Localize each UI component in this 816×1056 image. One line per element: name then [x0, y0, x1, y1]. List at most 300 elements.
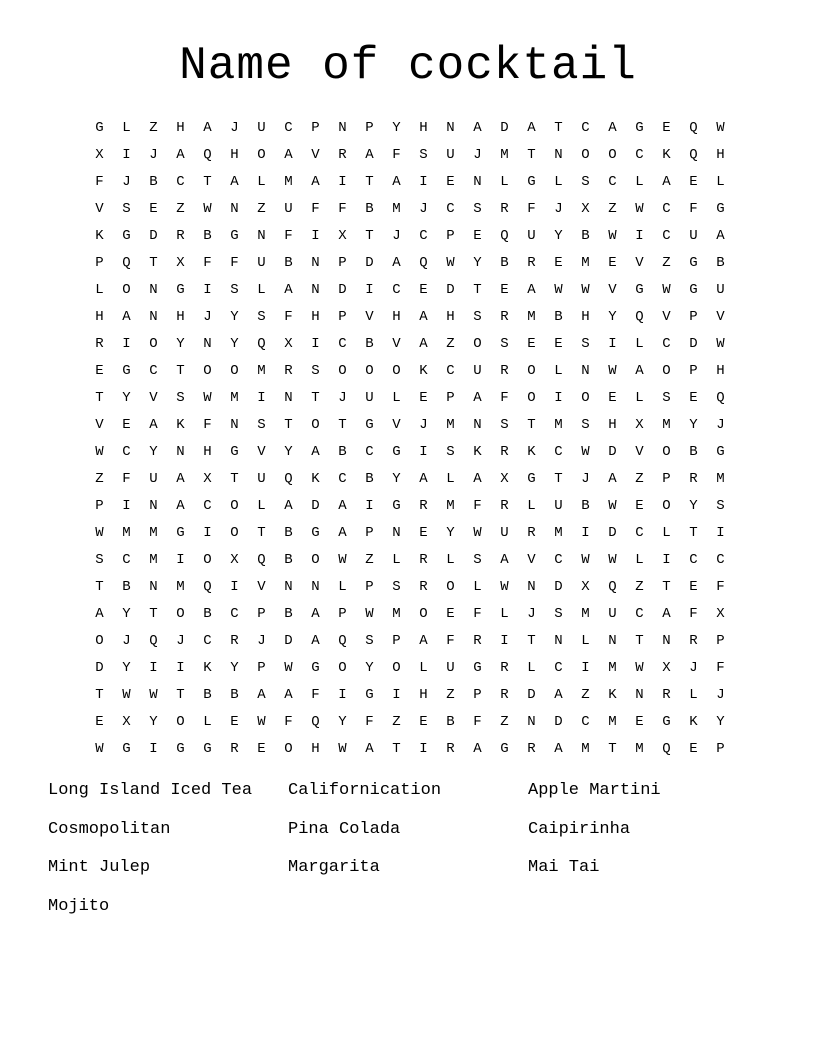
grid-letter: U	[446, 660, 455, 676]
word-list-item: Mint Julep	[48, 858, 151, 877]
grid-letter: T	[608, 741, 617, 757]
grid-letter: P	[716, 633, 725, 649]
grid-letter: M	[176, 579, 185, 595]
grid-letter: I	[608, 336, 617, 352]
grid-letter: L	[203, 714, 212, 730]
grid-letter: R	[419, 579, 428, 595]
grid-letter: G	[500, 741, 509, 757]
grid-letter: L	[662, 525, 671, 541]
grid-letter: F	[338, 201, 347, 217]
grid-row	[86, 547, 734, 574]
grid-letter: M	[527, 309, 536, 325]
grid-letter: C	[392, 282, 401, 298]
grid-letter: W	[500, 579, 509, 595]
grid-letter: P	[311, 120, 320, 136]
grid-letter: S	[392, 579, 401, 595]
grid-letter: X	[635, 417, 644, 433]
grid-letter: N	[446, 120, 455, 136]
grid-letter: C	[581, 120, 590, 136]
grid-letter: Q	[203, 579, 212, 595]
grid-row	[86, 493, 734, 520]
grid-letter: O	[527, 363, 536, 379]
grid-letter: E	[446, 174, 455, 190]
grid-letter: F	[473, 714, 482, 730]
grid-letter: Z	[392, 714, 401, 730]
grid-letter: I	[365, 282, 374, 298]
grid-letter: A	[473, 741, 482, 757]
grid-letter: P	[257, 606, 266, 622]
grid-letter: U	[446, 147, 455, 163]
grid-letter: R	[419, 498, 428, 514]
grid-row	[86, 385, 734, 412]
grid-letter: B	[284, 552, 293, 568]
grid-letter: X	[581, 579, 590, 595]
grid-letter: C	[662, 336, 671, 352]
grid-letter: O	[338, 363, 347, 379]
grid-letter: F	[527, 201, 536, 217]
grid-letter: R	[446, 741, 455, 757]
grid-letter: C	[554, 444, 563, 460]
grid-letter: N	[203, 336, 212, 352]
grid-letter: G	[122, 363, 131, 379]
grid-letter: R	[338, 147, 347, 163]
grid-letter: O	[365, 363, 374, 379]
grid-letter: A	[554, 687, 563, 703]
grid-letter: E	[689, 390, 698, 406]
grid-letter: E	[257, 741, 266, 757]
grid-letter: V	[392, 336, 401, 352]
grid-letter: R	[419, 552, 428, 568]
grid-letter: Q	[635, 309, 644, 325]
grid-row	[86, 277, 734, 304]
grid-letter: Y	[365, 660, 374, 676]
grid-letter: F	[473, 606, 482, 622]
grid-letter: P	[365, 120, 374, 136]
grid-letter: S	[176, 390, 185, 406]
grid-letter: A	[203, 120, 212, 136]
grid-letter: A	[95, 606, 104, 622]
word-list-item: Pina Colada	[288, 819, 401, 839]
grid-letter: G	[122, 228, 131, 244]
grid-letter: B	[689, 444, 698, 460]
grid-letter: O	[122, 282, 131, 298]
grid-letter: J	[581, 471, 590, 487]
grid-letter: F	[284, 228, 293, 244]
grid-letter: O	[419, 606, 428, 622]
grid-letter: E	[608, 255, 617, 271]
grid-letter: F	[500, 390, 509, 406]
grid-letter: T	[554, 471, 563, 487]
grid-row	[86, 169, 734, 196]
grid-letter: B	[446, 714, 455, 730]
grid-letter: C	[554, 660, 563, 676]
grid-letter: A	[392, 255, 401, 271]
grid-letter: R	[527, 255, 536, 271]
grid-letter: H	[311, 309, 320, 325]
grid-letter: N	[554, 633, 563, 649]
grid-letter: E	[446, 606, 455, 622]
grid-letter: D	[311, 498, 320, 514]
grid-letter: J	[257, 633, 266, 649]
grid-letter: C	[203, 633, 212, 649]
grid-letter: B	[284, 525, 293, 541]
grid-letter: T	[149, 606, 158, 622]
grid-letter: N	[230, 201, 239, 217]
grid-letter: O	[338, 660, 347, 676]
grid-letter: M	[392, 606, 401, 622]
grid-letter: W	[95, 525, 104, 541]
grid-letter: R	[689, 633, 698, 649]
grid-letter: I	[716, 525, 725, 541]
grid-letter: T	[527, 417, 536, 433]
grid-letter: G	[230, 228, 239, 244]
grid-letter: P	[338, 255, 347, 271]
grid-letter: F	[689, 606, 698, 622]
grid-letter: A	[662, 174, 671, 190]
grid-letter: A	[419, 309, 428, 325]
grid-letter: I	[122, 498, 131, 514]
grid-letter: E	[554, 255, 563, 271]
grid-letter: I	[338, 687, 347, 703]
grid-letter: P	[392, 633, 401, 649]
grid-letter: T	[554, 120, 563, 136]
grid-letter: T	[95, 390, 104, 406]
grid-letter: F	[446, 633, 455, 649]
grid-letter: L	[338, 579, 347, 595]
grid-letter: Y	[689, 417, 698, 433]
grid-letter: U	[284, 201, 293, 217]
grid-letter: G	[311, 525, 320, 541]
grid-letter: Z	[581, 687, 590, 703]
grid-letter: I	[419, 741, 428, 757]
grid-letter: F	[473, 498, 482, 514]
grid-letter: I	[392, 687, 401, 703]
grid-letter: N	[149, 282, 158, 298]
grid-letter: L	[527, 498, 536, 514]
grid-letter: W	[338, 741, 347, 757]
grid-letter: R	[230, 741, 239, 757]
grid-letter: P	[257, 660, 266, 676]
grid-letter: G	[176, 741, 185, 757]
grid-letter: K	[176, 417, 185, 433]
grid-letter: H	[716, 363, 725, 379]
grid-letter: T	[284, 417, 293, 433]
grid-letter: N	[230, 417, 239, 433]
grid-letter: M	[581, 741, 590, 757]
grid-letter: B	[365, 471, 374, 487]
grid-letter: A	[176, 498, 185, 514]
grid-letter: C	[203, 498, 212, 514]
grid-letter: C	[689, 552, 698, 568]
grid-letter: L	[257, 174, 266, 190]
grid-letter: X	[284, 336, 293, 352]
grid-letter: Y	[608, 309, 617, 325]
grid-letter: I	[419, 444, 428, 460]
grid-letter: A	[419, 633, 428, 649]
grid-letter: W	[635, 660, 644, 676]
grid-letter: A	[419, 471, 428, 487]
grid-letter: R	[500, 201, 509, 217]
grid-letter: R	[230, 633, 239, 649]
grid-letter: B	[365, 201, 374, 217]
grid-letter: S	[446, 444, 455, 460]
grid-row	[86, 601, 734, 628]
grid-letter: I	[581, 525, 590, 541]
grid-letter: A	[284, 147, 293, 163]
grid-letter: Q	[257, 336, 266, 352]
grid-letter: E	[419, 282, 428, 298]
grid-letter: R	[500, 498, 509, 514]
grid-letter: A	[311, 174, 320, 190]
grid-letter: U	[527, 228, 536, 244]
grid-letter: D	[554, 714, 563, 730]
grid-letter: S	[473, 201, 482, 217]
grid-letter: R	[473, 633, 482, 649]
grid-letter: N	[527, 714, 536, 730]
grid-letter: I	[122, 336, 131, 352]
grid-letter: R	[500, 444, 509, 460]
grid-letter: O	[176, 714, 185, 730]
grid-letter: J	[554, 201, 563, 217]
grid-letter: N	[635, 687, 644, 703]
grid-letter: E	[500, 282, 509, 298]
grid-letter: C	[446, 363, 455, 379]
grid-letter: M	[149, 525, 158, 541]
grid-letter: Y	[230, 660, 239, 676]
grid-letter: Z	[635, 579, 644, 595]
grid-letter: Z	[446, 336, 455, 352]
grid-letter: T	[527, 633, 536, 649]
grid-letter: C	[446, 201, 455, 217]
grid-letter: O	[284, 741, 293, 757]
grid-row	[86, 736, 734, 763]
grid-letter: N	[311, 255, 320, 271]
grid-letter: W	[95, 444, 104, 460]
grid-letter: W	[716, 336, 725, 352]
grid-letter: U	[608, 606, 617, 622]
grid-letter: Z	[149, 120, 158, 136]
grid-letter: D	[365, 255, 374, 271]
grid-letter: E	[635, 498, 644, 514]
grid-letter: B	[716, 255, 725, 271]
grid-letter: O	[662, 363, 671, 379]
grid-letter: J	[419, 201, 428, 217]
grid-letter: J	[716, 417, 725, 433]
grid-row	[86, 628, 734, 655]
grid-letter: T	[176, 363, 185, 379]
grid-letter: E	[419, 525, 428, 541]
grid-letter: F	[122, 471, 131, 487]
grid-letter: L	[554, 174, 563, 190]
word-list	[48, 778, 768, 932]
grid-letter: N	[527, 579, 536, 595]
grid-letter: N	[554, 147, 563, 163]
grid-letter: Z	[608, 201, 617, 217]
grid-letter: G	[365, 417, 374, 433]
grid-letter: C	[122, 552, 131, 568]
grid-row	[86, 439, 734, 466]
grid-letter: M	[635, 741, 644, 757]
word-list-item: Mojito	[48, 896, 110, 916]
grid-letter: X	[338, 228, 347, 244]
grid-letter: F	[284, 714, 293, 730]
grid-letter: Z	[662, 255, 671, 271]
grid-letter: Q	[419, 255, 428, 271]
grid-letter: S	[473, 309, 482, 325]
grid-letter: K	[527, 444, 536, 460]
grid-letter: A	[608, 471, 617, 487]
grid-letter: U	[689, 228, 698, 244]
grid-letter: V	[257, 579, 266, 595]
grid-letter: A	[527, 282, 536, 298]
grid-letter: R	[689, 471, 698, 487]
grid-letter: E	[662, 120, 671, 136]
grid-letter: V	[662, 309, 671, 325]
grid-letter: L	[635, 174, 644, 190]
grid-letter: I	[662, 552, 671, 568]
grid-letter: Q	[122, 255, 131, 271]
grid-letter: Y	[284, 444, 293, 460]
grid-letter: W	[95, 741, 104, 757]
grid-letter: R	[500, 660, 509, 676]
grid-letter: O	[446, 579, 455, 595]
grid-letter: J	[203, 309, 212, 325]
grid-letter: J	[473, 147, 482, 163]
grid-letter: C	[365, 444, 374, 460]
grid-letter: J	[230, 120, 239, 136]
grid-letter: G	[203, 741, 212, 757]
grid-letter: T	[635, 633, 644, 649]
grid-letter: I	[635, 228, 644, 244]
grid-letter: Z	[365, 552, 374, 568]
grid-letter: I	[230, 579, 239, 595]
grid-letter: A	[284, 498, 293, 514]
grid-letter: I	[419, 174, 428, 190]
grid-letter: L	[527, 660, 536, 676]
grid-letter: V	[716, 309, 725, 325]
grid-letter: J	[122, 633, 131, 649]
grid-letter: T	[689, 525, 698, 541]
grid-letter: Y	[122, 606, 131, 622]
grid-letter: J	[689, 660, 698, 676]
grid-letter: V	[95, 201, 104, 217]
grid-letter: P	[365, 525, 374, 541]
word-list-item: Long Island Iced Tea	[48, 781, 253, 800]
grid-letter: C	[176, 174, 185, 190]
grid-letter: Y	[122, 660, 131, 676]
grid-letter: A	[662, 606, 671, 622]
grid-letter: J	[149, 147, 158, 163]
grid-letter: W	[122, 687, 131, 703]
grid-letter: E	[689, 741, 698, 757]
grid-letter: K	[95, 228, 104, 244]
grid-letter: O	[662, 444, 671, 460]
grid-letter: A	[500, 552, 509, 568]
grid-letter: S	[581, 336, 590, 352]
grid-letter: L	[419, 660, 428, 676]
grid-letter: H	[392, 309, 401, 325]
grid-letter: L	[581, 633, 590, 649]
grid-letter: P	[689, 309, 698, 325]
grid-letter: H	[95, 309, 104, 325]
grid-letter: A	[554, 741, 563, 757]
grid-letter: Y	[122, 390, 131, 406]
grid-letter: X	[95, 147, 104, 163]
grid-row	[86, 223, 734, 250]
grid-letter: V	[608, 282, 617, 298]
grid-letter: K	[203, 660, 212, 676]
grid-letter: U	[473, 363, 482, 379]
grid-letter: M	[608, 714, 617, 730]
grid-letter: N	[473, 174, 482, 190]
grid-letter: H	[581, 309, 590, 325]
grid-letter: B	[554, 309, 563, 325]
grid-letter: Y	[392, 120, 401, 136]
grid-letter: V	[257, 444, 266, 460]
grid-letter: G	[689, 255, 698, 271]
grid-letter: H	[176, 120, 185, 136]
grid-letter: N	[284, 579, 293, 595]
grid-letter: S	[95, 552, 104, 568]
grid-letter: G	[473, 660, 482, 676]
grid-letter: I	[176, 660, 185, 676]
grid-letter: C	[581, 714, 590, 730]
grid-letter: G	[716, 444, 725, 460]
grid-letter: J	[122, 174, 131, 190]
grid-row	[86, 358, 734, 385]
word-list-item: Californication	[288, 781, 442, 800]
grid-letter: E	[122, 417, 131, 433]
grid-letter: I	[122, 147, 131, 163]
grid-letter: Y	[554, 228, 563, 244]
grid-letter: E	[635, 714, 644, 730]
grid-letter: B	[203, 228, 212, 244]
grid-letter: D	[527, 687, 536, 703]
grid-letter: E	[230, 714, 239, 730]
grid-letter: M	[284, 174, 293, 190]
grid-row	[86, 520, 734, 547]
grid-letter: L	[446, 471, 455, 487]
grid-letter: X	[500, 471, 509, 487]
grid-letter: D	[284, 633, 293, 649]
grid-letter: A	[176, 471, 185, 487]
grid-letter: F	[203, 417, 212, 433]
grid-letter: H	[176, 309, 185, 325]
grid-letter: W	[257, 714, 266, 730]
grid-letter: C	[635, 525, 644, 541]
grid-letter: M	[446, 417, 455, 433]
grid-letter: S	[122, 201, 131, 217]
grid-letter: C	[230, 606, 239, 622]
grid-letter: A	[473, 120, 482, 136]
grid-letter: F	[311, 201, 320, 217]
grid-letter: Y	[149, 714, 158, 730]
grid-letter: Q	[311, 714, 320, 730]
grid-letter: L	[635, 390, 644, 406]
grid-letter: F	[365, 714, 374, 730]
grid-letter: P	[338, 309, 347, 325]
grid-letter: N	[473, 417, 482, 433]
grid-letter: Q	[716, 390, 725, 406]
word-list-item: Apple Martini	[528, 781, 661, 800]
grid-letter: L	[392, 390, 401, 406]
grid-letter: E	[473, 228, 482, 244]
grid-letter: I	[149, 741, 158, 757]
grid-letter: L	[716, 174, 725, 190]
grid-letter: Q	[203, 147, 212, 163]
grid-letter: L	[554, 363, 563, 379]
grid-letter: S	[365, 633, 374, 649]
